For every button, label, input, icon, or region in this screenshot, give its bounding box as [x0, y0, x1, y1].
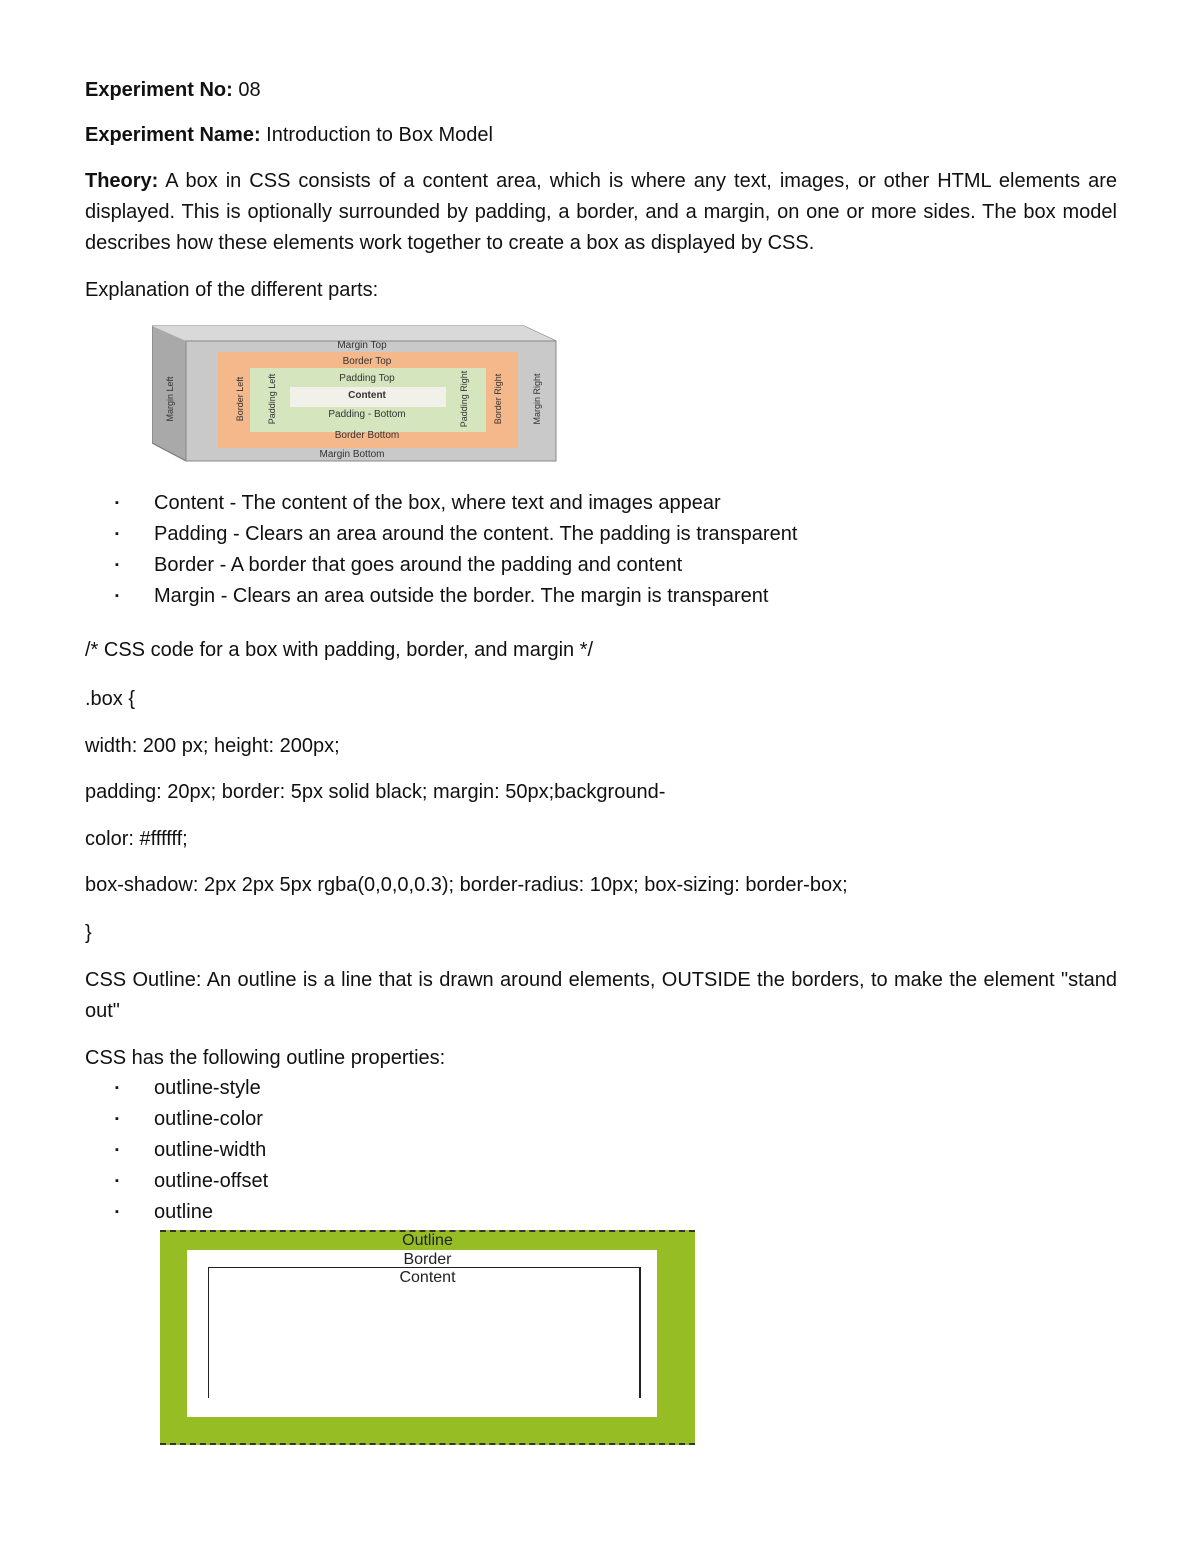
explanation-heading: Explanation of the different parts:: [85, 279, 379, 301]
margin-bottom-label: Margin Bottom: [319, 449, 385, 460]
code-line: width: 200 px; height: 200px;: [85, 735, 340, 757]
theory-label: Theory:: [85, 170, 159, 192]
padding-top-label: Padding Top: [339, 373, 395, 384]
border-left-label: Border Left: [235, 376, 245, 422]
border-right-label: Border Right: [493, 373, 503, 425]
list-item: ▪ Margin - Clears an area outside the border. The margin is transparent: [85, 581, 797, 612]
outline-diagram: [160, 1230, 695, 1445]
experiment-number-value: 08: [232, 79, 261, 101]
padding-bottom-label: Padding - Bottom: [328, 409, 406, 420]
margin-right-label: Margin Right: [532, 373, 542, 425]
outline-dashed-bottom: [160, 1443, 695, 1445]
experiment-name-value: Introduction to Box Model: [260, 124, 493, 146]
box-parts-list: [85, 488, 797, 612]
list-item: ▪ outline-offset: [85, 1166, 268, 1197]
code-line: padding: 20px; border: 5px solid black; margin: 50px;background-: [85, 781, 666, 803]
border-top-label: Border Top: [342, 356, 392, 367]
experiment-name-label: Experiment Name:: [85, 124, 261, 146]
code-line: color: #ffffff;: [85, 828, 188, 850]
outline-properties-heading: CSS has the following outline properties:: [85, 1047, 446, 1069]
padding-right-label: Padding Right: [459, 370, 469, 428]
border-bottom-label: Border Bottom: [334, 430, 400, 441]
box-model-diagram: [152, 323, 560, 463]
padding-left-label: Padding Left: [267, 373, 277, 425]
list-item: ▪ Content - The content of the box, where text and images appear: [85, 488, 797, 519]
margin-left-label: Margin Left: [165, 376, 175, 422]
experiment-number-label: Experiment No:: [85, 79, 233, 101]
border-label: Border: [403, 1251, 452, 1268]
list-item: ▪ Padding - Clears an area around the content. The padding is transparent: [85, 519, 797, 550]
content-label: Content: [348, 390, 386, 401]
theory-paragraph: [85, 166, 1117, 259]
code-line: box-shadow: 2px 2px 5px rgba(0,0,0,0.3); border-radius: 10px; box-sizing: border-box;: [85, 874, 848, 896]
experiment-number: [85, 75, 261, 106]
code-selector: .box {: [85, 688, 136, 710]
theory-text: A box in CSS consists of a content area, which is where any text, images, or other HTML elements are displayed. This is optionally surrounded by padding, a border, and a margin, on one or more sides. The box model describes how these elements work together to create a box as displayed by CSS.: [85, 170, 1117, 254]
outline-properties-list: [85, 1073, 268, 1228]
outline-label: Outline: [402, 1232, 453, 1249]
code-comment: /* CSS code for a box with padding, border, and margin */: [85, 639, 594, 661]
content-label: Content: [399, 1269, 456, 1286]
code-close: }: [85, 922, 92, 944]
list-item: ▪ Border - A border that goes around the padding and content: [85, 550, 797, 581]
list-item: ▪ outline-color: [85, 1104, 268, 1135]
experiment-name: [85, 120, 493, 151]
list-item: ▪ outline: [85, 1197, 268, 1228]
outline-intro: CSS Outline: An outline is a line that is drawn around elements, OUTSIDE the borders, to make the element "stand out": [85, 969, 1117, 1022]
list-item: ▪ outline-style: [85, 1073, 268, 1104]
list-item: ▪ outline-width: [85, 1135, 268, 1166]
margin-top-label: Margin Top: [337, 340, 387, 351]
